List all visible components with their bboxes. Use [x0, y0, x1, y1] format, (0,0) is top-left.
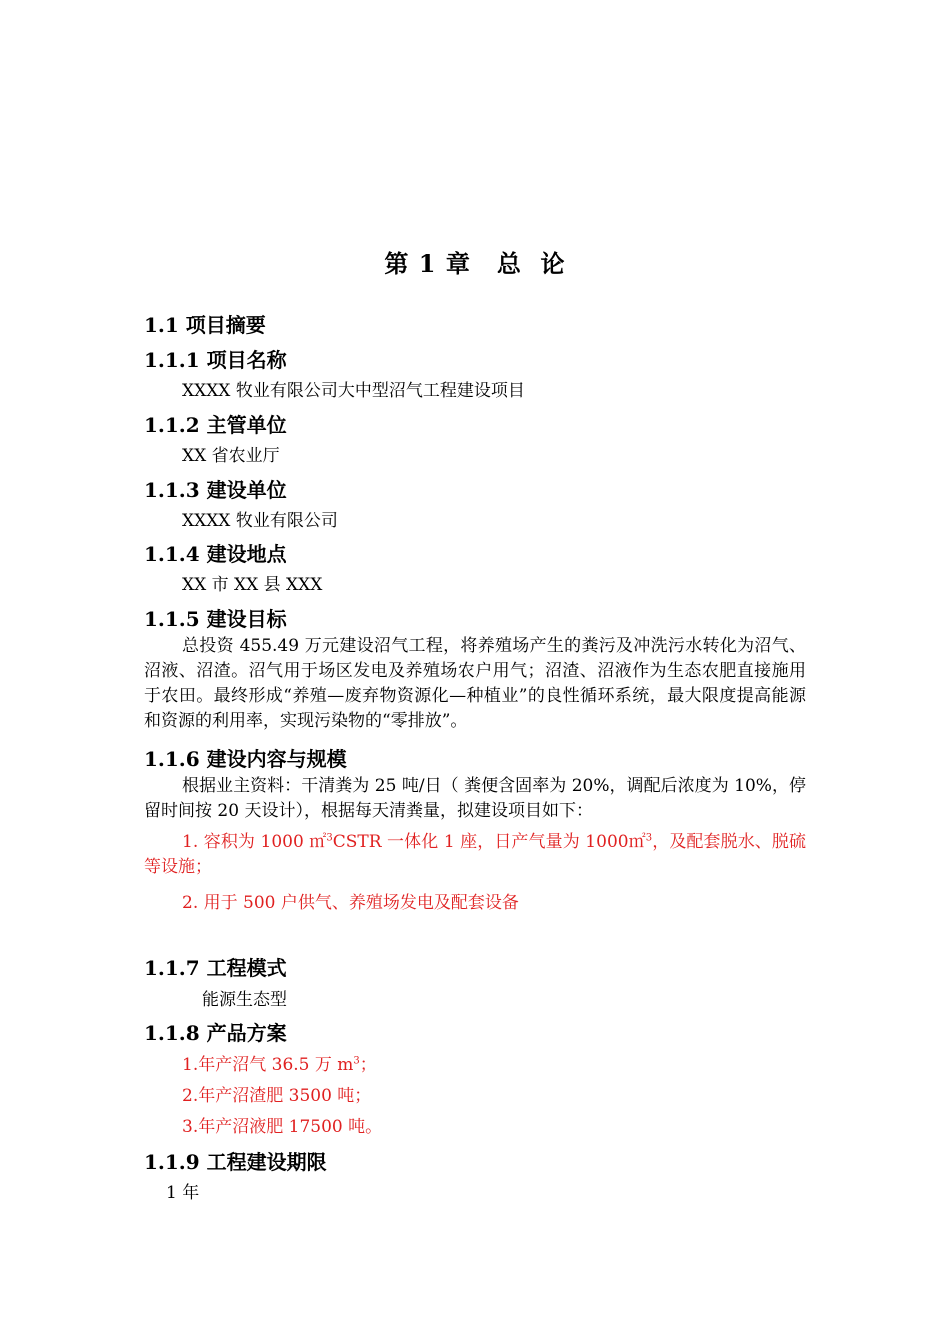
scale-item-2: 2. 用于 500 户供气、养殖场发电及配套设备: [182, 893, 519, 913]
scale-paragraph: 根据业主资料：干清粪为 25 吨/日（ 粪便含固率为 20%，调配后浓度为 10%，停留时间按 20 天设计），根据每天清粪量，拟建设项目如下：: [144, 776, 806, 821]
builder-text: XXXX 牧业有限公司: [182, 511, 338, 531]
product-item-1-sup: 3: [353, 1055, 360, 1067]
heading-1-1-4: 1.1.4 建设地点: [144, 542, 287, 566]
heading-1-1-3: 1.1.3 建设单位: [144, 478, 287, 502]
heading-1-1-5: 1.1.5 建设目标: [144, 607, 287, 631]
scale-item-1-part-a: 1. 容积为 1000 ㎡: [182, 832, 327, 852]
heading-1-1-1: 1.1.1 项目名称: [144, 348, 287, 372]
product-item-1: [182, 1050, 377, 1075]
scale-item-1: [144, 830, 806, 880]
chapter-title: [0, 244, 950, 279]
period-text: 1 年: [166, 1183, 200, 1203]
product-item-2: 2.年产沼渣肥 3500 吨；: [182, 1086, 372, 1106]
project-name-text: XXXX 牧业有限公司大中型沼气工程建设项目: [182, 381, 525, 401]
mode-text: 能源生态型: [202, 990, 287, 1010]
heading-1-1-6: 1.1.6 建设内容与规模: [144, 747, 347, 771]
scale-item-1-part-c: ，及配套脱水、脱硫等设施；: [144, 832, 806, 877]
scale-item-1-part-b: CSTR 一体化 1 座，日产气量为 1000㎡: [332, 832, 646, 852]
heading-1-1-9: 1.1.9 工程建设期限: [144, 1150, 327, 1174]
product-item-3: 3.年产沼液肥 17500 吨。: [182, 1117, 383, 1137]
location-text: XX 市 XX 县 XXX: [182, 575, 323, 595]
heading-1-1-8: 1.1.8 产品方案: [144, 1021, 287, 1045]
goal-paragraph: 总投资 455.49 万元建设沼气工程，将养殖场产生的粪污及冲洗污水转化为沼气、沼液、沼渣。沼气用于场区发电及养殖场农户用气；沼渣、沼液作为生态农肥直接施用于农田。最终形成“养殖—废弃物资源化—种植业”的良性循环系统，最大限度提高能源和资源的利用率，实现污染物的“零排放”。: [144, 636, 806, 731]
heading-1-1-2: 1.1.2 主管单位: [144, 413, 287, 437]
chapter-name: 总 论: [496, 249, 566, 278]
scale-item-1-sup-1: 3: [326, 832, 333, 844]
heading-1-1-7: 1.1.7 工程模式: [144, 956, 287, 980]
heading-1-1: 1.1 项目摘要: [144, 313, 266, 337]
chapter-number: 第 1 章: [384, 249, 471, 278]
product-item-1-part-a: 1.年产沼气 36.5 万 m: [182, 1055, 354, 1075]
product-item-1-part-b: ；: [359, 1055, 377, 1075]
scale-item-1-sup-2: 3: [645, 832, 653, 844]
authority-text: XX 省农业厅: [182, 446, 280, 466]
